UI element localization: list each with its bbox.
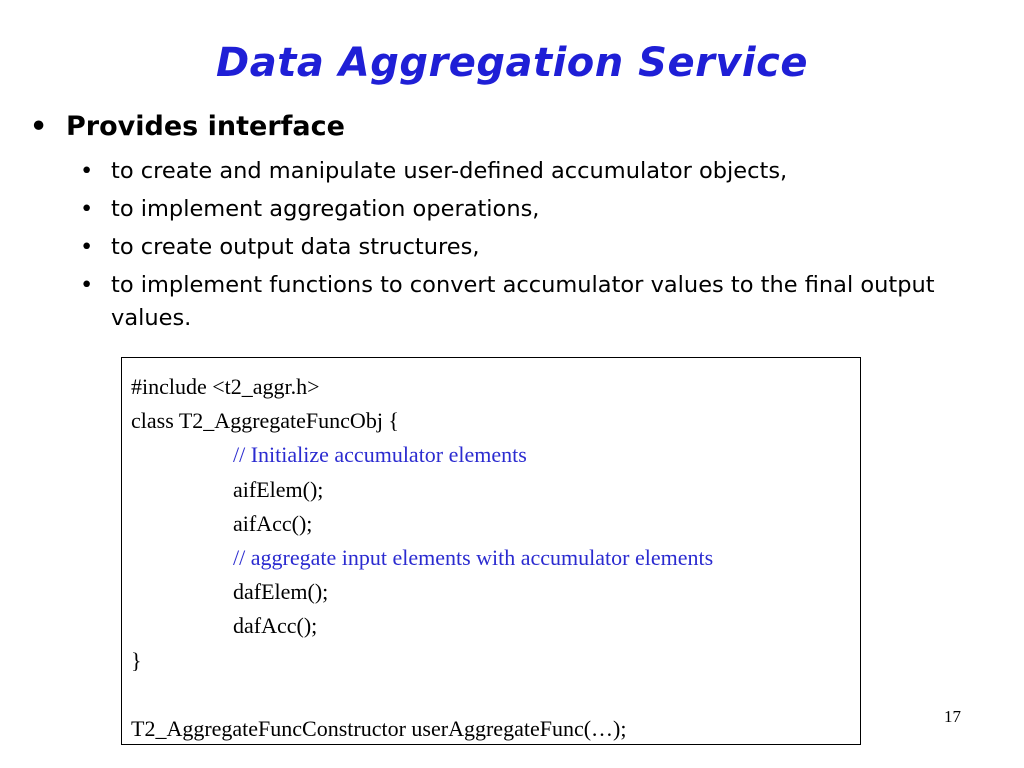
code-comment-initialize: // Initialize accumulator elements [233, 442, 527, 468]
sub-bullet-text: to implement functions to convert accumulator values to the final output values. [111, 272, 935, 331]
code-line-aif-elem: aifElem(); [233, 476, 324, 502]
code-comment-aggregate: // aggregate input elements with accumulator elements [233, 544, 714, 570]
bullet-marker: • [80, 272, 94, 298]
code-line-aif-acc: aifAcc(); [233, 510, 313, 536]
bullet-marker: • [80, 158, 94, 184]
code-line-closing-brace: } [131, 647, 142, 673]
code-line-include: #include <t2_aggr.h> [131, 374, 320, 399]
code-line-constructor: T2_AggregateFuncConstructor userAggregateFunc(…); [131, 715, 627, 741]
code-line-class-declaration: class T2_AggregateFuncObj { [131, 408, 399, 434]
bullet-marker: • [30, 111, 48, 142]
slide-title: Data Aggregation Service [216, 40, 808, 86]
main-bullet [30, 108, 345, 146]
bullet-marker: • [80, 196, 94, 222]
sub-bullet-item [80, 269, 1000, 335]
code-line-daf-elem: dafElem(); [233, 579, 329, 605]
sub-bullet-item [80, 231, 1000, 264]
sub-bullet-text: to create output data structures, [111, 234, 480, 260]
code-line-daf-acc: dafAcc(); [233, 613, 318, 639]
sub-bullet-list [80, 155, 1000, 340]
sub-bullet-text: to create and manipulate user-defined accumulator objects, [111, 158, 788, 184]
sub-bullet-text: to implement aggregation operations, [111, 196, 540, 222]
bullet-marker: • [80, 234, 94, 260]
sub-bullet-item [80, 155, 1000, 188]
sub-bullet-item [80, 193, 1000, 226]
code-box [121, 357, 861, 745]
main-bullet-text: Provides interface [66, 111, 345, 142]
code-line-blank [131, 678, 860, 712]
page-number: 17 [944, 707, 961, 726]
